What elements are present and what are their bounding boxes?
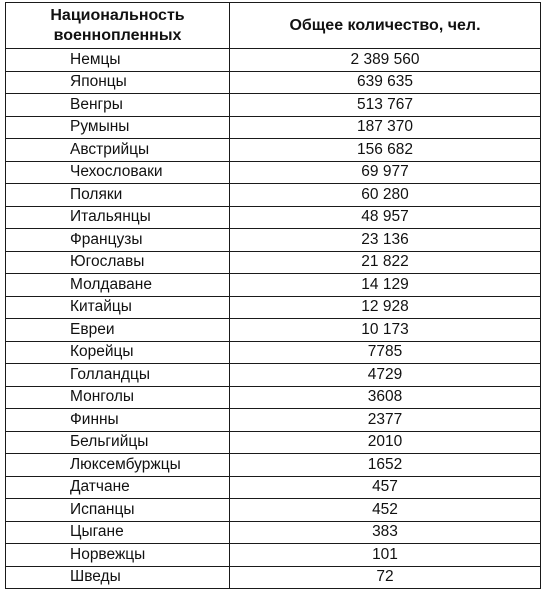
header-nationality [6, 3, 230, 49]
total-count-cell: 2010 [230, 431, 541, 454]
total-count-cell: 4729 [230, 364, 541, 387]
nationality-cell: Венгры [6, 94, 230, 117]
table-row [6, 161, 541, 184]
nationality-cell: Датчане [6, 476, 230, 499]
total-count-cell: 2 389 560 [230, 49, 541, 72]
nationality-cell: Немцы [6, 49, 230, 72]
nationality-cell: Евреи [6, 319, 230, 342]
nationality-cell: Голландцы [6, 364, 230, 387]
table-header-row [6, 3, 541, 49]
table-row [6, 319, 541, 342]
nationality-cell: Молдаване [6, 274, 230, 297]
total-count-cell: 72 [230, 566, 541, 589]
header-total-label: Общее количество, чел. [289, 16, 481, 34]
table-row [6, 476, 541, 499]
nationality-cell: Норвежцы [6, 544, 230, 567]
table-row [6, 454, 541, 477]
table-row [6, 296, 541, 319]
nationality-cell: Японцы [6, 71, 230, 94]
nationality-cell: Французы [6, 229, 230, 252]
nationality-cell: Монголы [6, 386, 230, 409]
total-count-cell: 639 635 [230, 71, 541, 94]
nationality-cell: Финны [6, 409, 230, 432]
total-count-cell: 23 136 [230, 229, 541, 252]
table-row [6, 341, 541, 364]
nationality-cell: Югославы [6, 251, 230, 274]
table-row [6, 251, 541, 274]
nationality-cell: Шведы [6, 566, 230, 589]
total-count-cell: 60 280 [230, 184, 541, 207]
total-count-cell: 12 928 [230, 296, 541, 319]
total-count-cell: 187 370 [230, 116, 541, 139]
total-count-cell: 101 [230, 544, 541, 567]
total-count-cell: 2377 [230, 409, 541, 432]
total-count-cell: 10 173 [230, 319, 541, 342]
table-row [6, 116, 541, 139]
total-count-cell: 383 [230, 521, 541, 544]
table-row [6, 364, 541, 387]
nationality-cell: Румыны [6, 116, 230, 139]
total-count-cell: 21 822 [230, 251, 541, 274]
table-row [6, 274, 541, 297]
table-row [6, 206, 541, 229]
table-row [6, 386, 541, 409]
table-row [6, 566, 541, 589]
table-row [6, 184, 541, 207]
table-row [6, 94, 541, 117]
table-body [6, 49, 541, 589]
nationality-cell: Бельгийцы [6, 431, 230, 454]
total-count-cell: 3608 [230, 386, 541, 409]
total-count-cell: 156 682 [230, 139, 541, 162]
nationality-cell: Корейцы [6, 341, 230, 364]
table-row [6, 229, 541, 252]
nationality-cell: Китайцы [6, 296, 230, 319]
table-row [6, 521, 541, 544]
table-row [6, 139, 541, 162]
pow-nationality-table-container [5, 2, 540, 589]
table-row [6, 544, 541, 567]
header-total [230, 3, 541, 49]
total-count-cell: 513 767 [230, 94, 541, 117]
nationality-cell: Австрийцы [6, 139, 230, 162]
total-count-cell: 1652 [230, 454, 541, 477]
total-count-cell: 48 957 [230, 206, 541, 229]
table-row [6, 431, 541, 454]
nationality-cell: Чехословаки [6, 161, 230, 184]
table-row [6, 49, 541, 72]
total-count-cell: 7785 [230, 341, 541, 364]
nationality-cell: Цыгане [6, 521, 230, 544]
total-count-cell: 457 [230, 476, 541, 499]
total-count-cell: 69 977 [230, 161, 541, 184]
nationality-cell: Итальянцы [6, 206, 230, 229]
nationality-cell: Испанцы [6, 499, 230, 522]
table-row [6, 71, 541, 94]
header-nationality-label: Национальность военнопленных [50, 6, 185, 44]
table-row [6, 499, 541, 522]
table-row [6, 409, 541, 432]
pow-nationality-table [5, 2, 541, 589]
nationality-cell: Люксембуржцы [6, 454, 230, 477]
total-count-cell: 452 [230, 499, 541, 522]
total-count-cell: 14 129 [230, 274, 541, 297]
nationality-cell: Поляки [6, 184, 230, 207]
